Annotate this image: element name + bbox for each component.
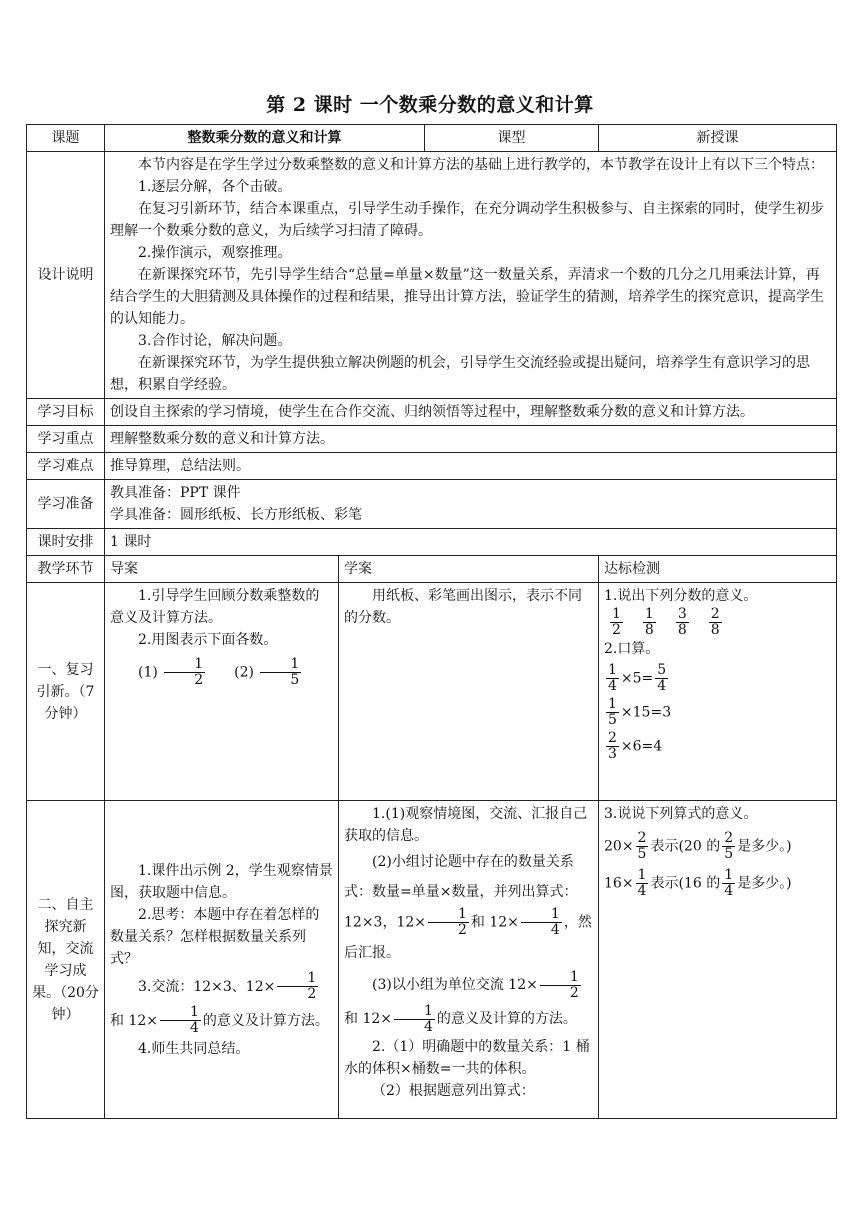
calc-text: ×15=3 (620, 704, 672, 721)
prep-label: 学习准备 (27, 480, 105, 529)
denominator: 4 (190, 1020, 199, 1036)
col-stage: 教学环节 (27, 556, 105, 583)
prep-line-1: 教具准备：PPT 课件 (110, 485, 241, 501)
expr-text: 16× (604, 875, 634, 892)
fraction (655, 663, 668, 694)
design-line: 2.操作演示，观察推理。 (138, 245, 292, 261)
study-item (344, 968, 593, 1036)
numerator: 1 (521, 907, 562, 923)
denominator: 4 (608, 678, 617, 694)
denominator: 2 (612, 622, 621, 638)
fraction (160, 1005, 201, 1036)
guide-item: 1.引导学生回顾分数乘整数的意义及计算方法。 (110, 588, 320, 626)
item-number: (2) (234, 664, 254, 681)
design-row (27, 152, 837, 399)
denominator: 5 (724, 846, 734, 862)
denominator: 2 (194, 672, 204, 688)
guide-item: 1.课件出示例 2，学生观察情景图，获取题中信息。 (110, 862, 333, 901)
denominator: 4 (724, 883, 734, 899)
item-number: (1) (138, 664, 158, 681)
design-line: 3.合作讨论，解决问题。 (138, 333, 292, 349)
check-item: 1.说出下列分数的意义。 (604, 588, 758, 604)
schedule-value: 1 课时 (105, 529, 837, 556)
fraction (636, 868, 649, 899)
type-label: 课型 (425, 125, 599, 152)
study-text: (3)以小组为单位交流 12× (372, 977, 538, 993)
stage-2-row (27, 801, 837, 1119)
key-row (27, 426, 837, 453)
fraction (606, 663, 619, 694)
stage-1-check (599, 583, 837, 801)
expr-text: 表示(16 的 (650, 875, 721, 892)
denominator: 4 (550, 922, 560, 938)
expr-text: 20× (604, 838, 634, 855)
prep-content (105, 480, 837, 529)
fraction (164, 657, 205, 688)
numerator: 2 (637, 830, 647, 846)
guide-item (110, 970, 333, 1038)
study-item: 用纸板、彩笔画出图示，表示不同的分数。 (344, 588, 582, 626)
stage-2-guide (105, 801, 339, 1119)
denominator: 4 (657, 678, 667, 694)
expr-text: 是多少。) (737, 875, 792, 892)
denominator: 8 (710, 622, 720, 638)
study-text: 和 12× (344, 1011, 392, 1027)
design-line: 本节内容是在学生学过分数乘整数的意义和计算方法的基础上进行教学的，本节教学在设计上有以下三个特点： (138, 157, 824, 173)
numerator: 1 (394, 1004, 435, 1020)
study-text: 的意义及计算的方法。 (436, 1011, 577, 1027)
study-item: 2.（1）明确题中的数量关系：1 桶水的体积×桶数=一共的体积。 (344, 1039, 590, 1077)
design-label: 设计说明 (27, 152, 105, 399)
fraction-list (604, 607, 831, 638)
check-item: 3.说说下列算式的意义。 (604, 806, 758, 822)
calc-text: ×6=4 (620, 738, 663, 755)
guide-item: 2.思考：本题中存在着怎样的数量关系？怎样根据数量关系列式？ (110, 906, 320, 967)
numerator: 3 (677, 606, 687, 622)
col-check: 达标检测 (599, 556, 837, 583)
fraction (606, 697, 619, 728)
check-item: 2.口算。 (604, 641, 660, 657)
stage-1-study (339, 583, 599, 801)
fraction (521, 907, 562, 938)
lesson-plan-table (26, 124, 837, 1119)
fraction (643, 607, 656, 638)
denominator: 8 (644, 622, 654, 638)
numerator: 1 (637, 867, 647, 883)
guide-fraction-line (110, 657, 333, 688)
fraction (722, 831, 735, 862)
check-expr-2 (604, 868, 831, 899)
guide-item: 4.师生共同总结。 (138, 1040, 250, 1057)
numerator: 1 (612, 606, 621, 622)
guide-text: 3.交流：12×3、12× (138, 978, 276, 995)
topic-value: 整数乘分数的意义和计算 (105, 125, 425, 152)
key-label: 学习重点 (27, 426, 105, 453)
schedule-label: 课时安排 (27, 529, 105, 556)
design-line: 在复习引新环节，结合本课重点，引导学生动手操作，在充分调动学生积极参与、自主探索的同时，使学生初步理解一个数乘分数的意义，为后续学习扫清了障碍。 (110, 201, 824, 239)
numerator: 1 (608, 662, 617, 678)
header-row (27, 125, 837, 152)
fraction (277, 971, 318, 1002)
denominator: 2 (458, 922, 467, 938)
design-content (105, 152, 837, 399)
fraction (540, 970, 581, 1001)
expr-text: 表示(20 的 (650, 838, 721, 855)
design-line: 在新课探究环节，先引导学生结合“总量=单量×数量”这一数量关系，弄清求一个数的几分之几用乘法计算，再结合学生的大胆猜测及具体操作的过程和结果，推导出计算方法，验证学生的猜测，培养学生的探究意识，提高学生的认知能力。 (110, 267, 824, 327)
fraction (428, 907, 469, 938)
oral-calc-1 (604, 663, 831, 694)
study-text: (2)小组讨论题中存在的数量关系式：数量=单量×数量，并列出算式：12×3，12× (344, 854, 578, 931)
fraction (610, 607, 623, 638)
design-line: 1.逐层分解，各个击破。 (138, 179, 292, 195)
check-expr-1 (604, 831, 831, 862)
denominator: 5 (608, 712, 617, 728)
difficulty-value: 推导算理，总结法则。 (105, 453, 837, 480)
oral-calc-3 (604, 731, 831, 762)
stage-2-label: 二、自主探究新知，交流学习成果。（20分钟） (27, 801, 105, 1119)
difficulty-row (27, 453, 837, 480)
fraction (709, 607, 722, 638)
numerator: 1 (428, 907, 469, 923)
denominator: 8 (677, 622, 687, 638)
stage-2-check (599, 801, 837, 1119)
numerator: 1 (724, 867, 734, 883)
numerator: 1 (540, 970, 581, 986)
numerator: 1 (277, 971, 318, 987)
study-text: ，然后汇报。 (344, 914, 592, 961)
type-value: 新授课 (599, 125, 837, 152)
numerator: 1 (164, 657, 205, 673)
denominator: 2 (307, 986, 317, 1002)
denominator: 5 (637, 846, 647, 862)
numerator: 5 (657, 662, 667, 678)
numerator: 2 (724, 830, 734, 846)
oral-calc-2 (604, 697, 831, 728)
guide-text: 的意义及计算方法。 (202, 1012, 329, 1029)
prep-row (27, 480, 837, 529)
col-guide: 导案 (105, 556, 339, 583)
fraction (394, 1004, 435, 1035)
column-header-row (27, 556, 837, 583)
fraction (606, 731, 619, 762)
goal-row (27, 399, 837, 426)
key-value: 理解整数乘分数的意义和计算方法。 (105, 426, 837, 453)
study-item: 1.(1)观察情境图，交流、汇报自己获取的信息。 (344, 806, 588, 844)
schedule-row (27, 529, 837, 556)
numerator: 2 (608, 730, 617, 746)
study-item (344, 847, 593, 968)
page-title: 第 2 课时 一个数乘分数的意义和计算 (266, 94, 594, 116)
numerator: 1 (644, 606, 654, 622)
numerator: 2 (710, 606, 720, 622)
numerator: 1 (260, 657, 301, 673)
denominator: 3 (608, 746, 617, 762)
stage-1-row (27, 583, 837, 801)
expr-text: 是多少。) (737, 838, 792, 855)
denominator: 4 (637, 883, 647, 899)
denominator: 2 (569, 984, 579, 1001)
goal-value: 创设自主探索的学习情境，使学生在合作交流、归纳领悟等过程中，理解整数乘分数的意义和计算方法。 (105, 399, 837, 426)
difficulty-label: 学习难点 (27, 453, 105, 480)
design-line: 在新课探究环节，为学生提供独立解决例题的机会，引导学生交流经验或提出疑问，培养学生有意识学习的思想，积累自学经验。 (110, 355, 810, 393)
guide-text: 和 12× (110, 1012, 158, 1029)
stage-1-label: 一、复习引新。（7分钟） (27, 583, 105, 801)
stage-1-guide (105, 583, 339, 801)
col-study: 学案 (339, 556, 599, 583)
prep-line-2: 学具准备：圆形纸板、长方形纸板、彩笔 (110, 507, 362, 523)
guide-item: 2.用图表示下面各数。 (138, 632, 278, 648)
stage-2-study (339, 801, 599, 1119)
numerator: 1 (160, 1005, 201, 1021)
fraction (676, 607, 689, 638)
fraction (722, 868, 735, 899)
goal-label: 学习目标 (27, 399, 105, 426)
denominator: 4 (424, 1018, 433, 1035)
calc-text: ×5= (620, 670, 654, 687)
fraction (260, 657, 301, 688)
numerator: 1 (608, 696, 617, 712)
study-item: （2）根据题意列出算式： (372, 1083, 535, 1099)
denominator: 5 (290, 672, 300, 688)
study-text: 和 12× (470, 914, 519, 931)
topic-label: 课题 (27, 125, 105, 152)
fraction (636, 831, 649, 862)
